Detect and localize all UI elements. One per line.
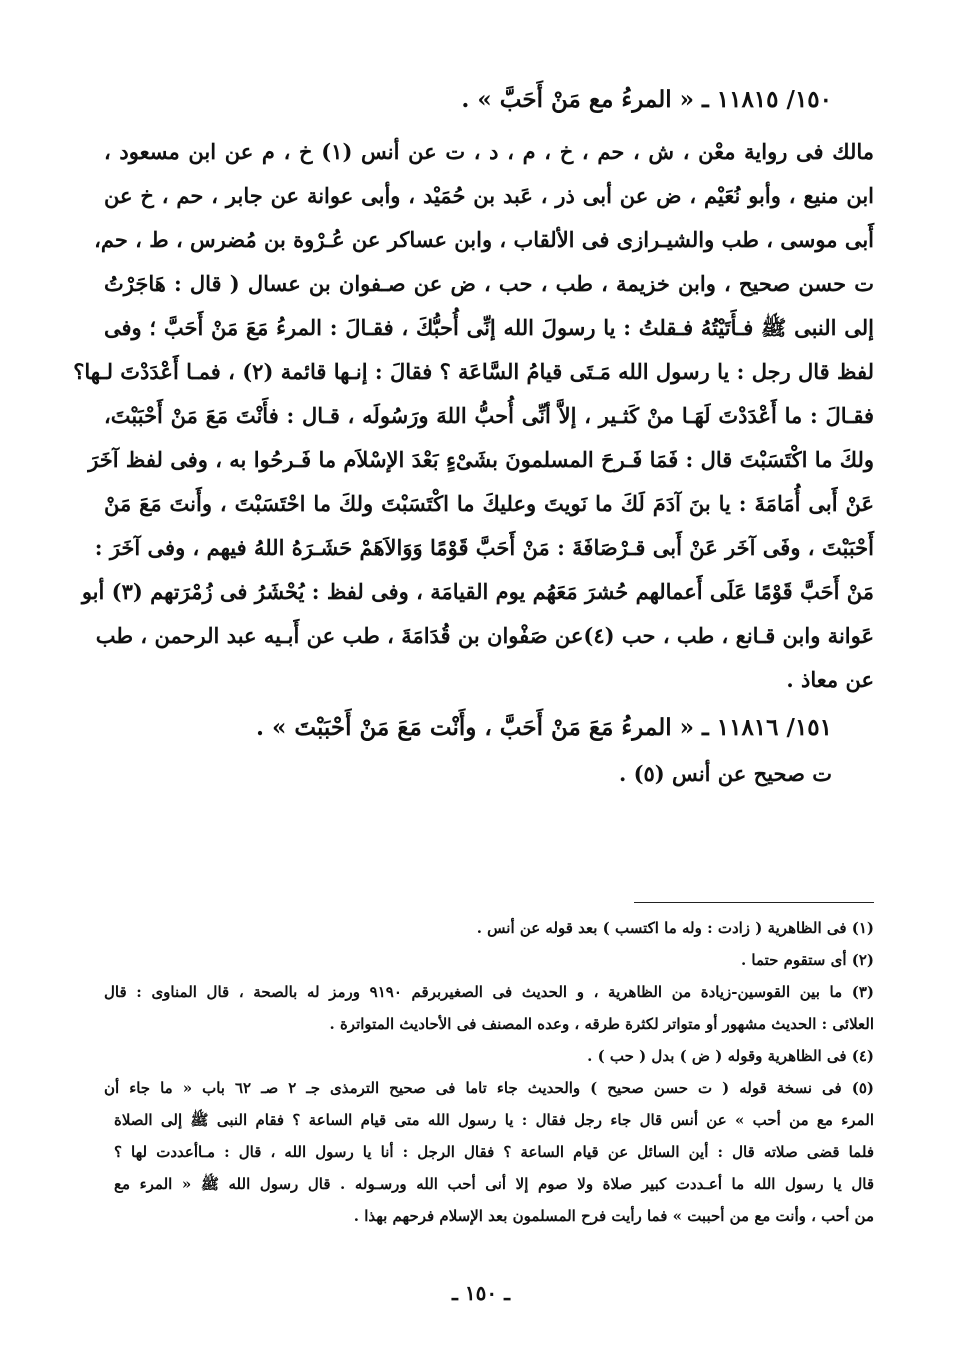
hadith-150-line: لفظ قال رجل : يا رسول الله مَـتَى قيامُ السَّاعَة ؟ فقالَ : إنـها قائمة (٢) ، فمـا أَعْدَدْتَ لـها؟ (73, 359, 874, 384)
footnote-5: (٥) فى نسخة قوله ( ت حسن صحيح ) والحديث جاء تاما فى صحيح الترمذى جـ ٢ صـ ٦٢ باب « ما جاء أن (104, 1079, 874, 1097)
hadith-151-heading: ١٥١/ ١١٨١٦ ـ « المرءُ مَعَ مَنْ أَحَبَّ ، وأَنْت مَعَ مَنْ أَحْبَبْتَ » . (255, 714, 832, 741)
footnote-5-continued: المرء مع من أحب » عن أنس قال جاء رجل فقال : يا رسول الله متى قيام الساعة ؟ فقام النبى ﷺ إلى الصلاة (114, 1111, 874, 1129)
footnote-3: (٣) ما بين القوسين-زيادة من الظاهرية ، و الحديث فى الصغيربرقم ٩١٩٠ ورمز له بالصحة ، قال المناوى : قال (104, 983, 875, 1001)
hadith-150-line: ولكَ ما اكْتَسَبْتَ قال : فَمَا فَـرحَ المسلمونَ بشَىْءٍ بَعْدَ الإسْلاَم ما فَـرحُوا به ، وفى لفظ آخَرَ (88, 447, 874, 472)
footnote-divider (634, 902, 874, 903)
hadith-150-line: مالك فى رواية معْن ، ش ، حم ، خ ، م ، د ، ت عن أنس (١) خ ، م عن ابن مسعود ، (104, 139, 874, 164)
hadith-150-line: عَوانة وابن قـانع ، طب ، حب (٤)عن صَفْوان بن قُدَامَةَ ، طب عن أَبـيه عبد الرحمن ، طب (95, 623, 874, 648)
footnote-1: (١) فى الظاهرية ( زادت : وله ما اكتسب ) بعد قوله عن أنس . (476, 919, 874, 937)
hadith-150-heading: ١٥٠/ ١١٨١٥ ـ « المرءُ مع مَنْ أَحَبَّ » . (461, 86, 832, 113)
hadith-150-line: مَنْ أَحَبَّ قَوْمًا عَلَى أَعمالهم حُشرَ مَعَهُم يوم القيامَة ، وفى لفظ : يُحْشَرُ فى زُمْرَتهم (٣) أبو (81, 579, 874, 604)
hadith-150-line: إلى النبى ﷺ فـأَتَيْتُهُ فـقلتُ : يا رسولَ الله إنِّى أُحبُّكَ ، فقـالَ : المرءُ مَعَ مَنْ أَحَبَّ ؛ وفى (104, 315, 874, 340)
hadith-151-source: ت صحيح عن أنس (٥) . (618, 761, 832, 786)
hadith-150-line: عن معاذ . (786, 667, 874, 692)
page-number-text: ـ ١٥٠ ـ (452, 1281, 510, 1305)
hadith-150-line: ابن منيع ، وأبو نُعَيْم ، ض عن أبى ذر ، عَبد بن حُمَيْد ، وأبى عوانة عن جابر ، حم ، خ عن (104, 183, 874, 208)
hadith-150-line: أَحْبَبْتَ ، وفَى آخَر عَنْ أَبى قـرْصَافَةَ : مَنْ أَحَبَّ قَوْمًا وَوَالاَهَمْ حَشَـرَهُ اللهُ فيهم ، وفى آخَرَ : (94, 535, 874, 560)
hadith-150-line: فقـالَ : ما أَعْدَدْتَ لَهَـا منْ كَثـير ، إلاَّ أنِّى أُحبُّ اللهَ ورَسُولَه ، قـال : فأَنْتَ مَعَ مَنْ أَحْبَبْتَ، (104, 403, 874, 428)
page-number (0, 1276, 962, 1310)
hadith-150-line: ت حسن صحيح ، وابن خزيمة ، طب ، حب ، ض عن صـفوان بن عسال ( قال : هَاجَرْتُ (104, 271, 874, 296)
footnote-5-continued: قال يا رسول الله ما أعـددت كبير صلاة ولا صوم إلا أنى أحب الله ورسـوله . قال رسول الله ﷺ « المرء مع (114, 1175, 874, 1193)
footnote-5-continued: من أحب ، وأنت مع من أحببت » فما رأيت فرح المسلمون بعد الإسلام فرحهم بهذا . (353, 1207, 874, 1225)
hadith-150-line: عَنْ أَبى أُمَامَةَ : يا بنَ آدَمَ لَكَ ما نَويتَ وعليكَ ما اكْتَسَبْتَ ولكَ ما احْتَسَبْتَ ، وأَنتَ مَعَ مَنْ (104, 491, 874, 516)
footnote-4: (٤) فى الظاهرية وقوله ( ض ) بدل ( حب ) . (587, 1047, 874, 1065)
hadith-150-line: أَبى موسى ، طب والشيـرازى فى الألقاب ، وابن عساكر عن عُـرْوة بن مُضرس ، ط ، حم، (94, 227, 874, 252)
footnote-2: (٢) أى ستقوم حتما . (740, 951, 874, 969)
footnote-3-continued: العلائى : الحديث مشهور أو متواتر لكثرة طرقه ، وعده المصنف فى الأحاديث المتواترة . (329, 1015, 874, 1033)
footnote-5-continued: فلما قضى صلاته قال : أين السائل عن قيام الساعة ؟ فقال الرجل : أنا يا رسول الله ، قال : مـاأعددت لها ؟ (114, 1143, 874, 1161)
